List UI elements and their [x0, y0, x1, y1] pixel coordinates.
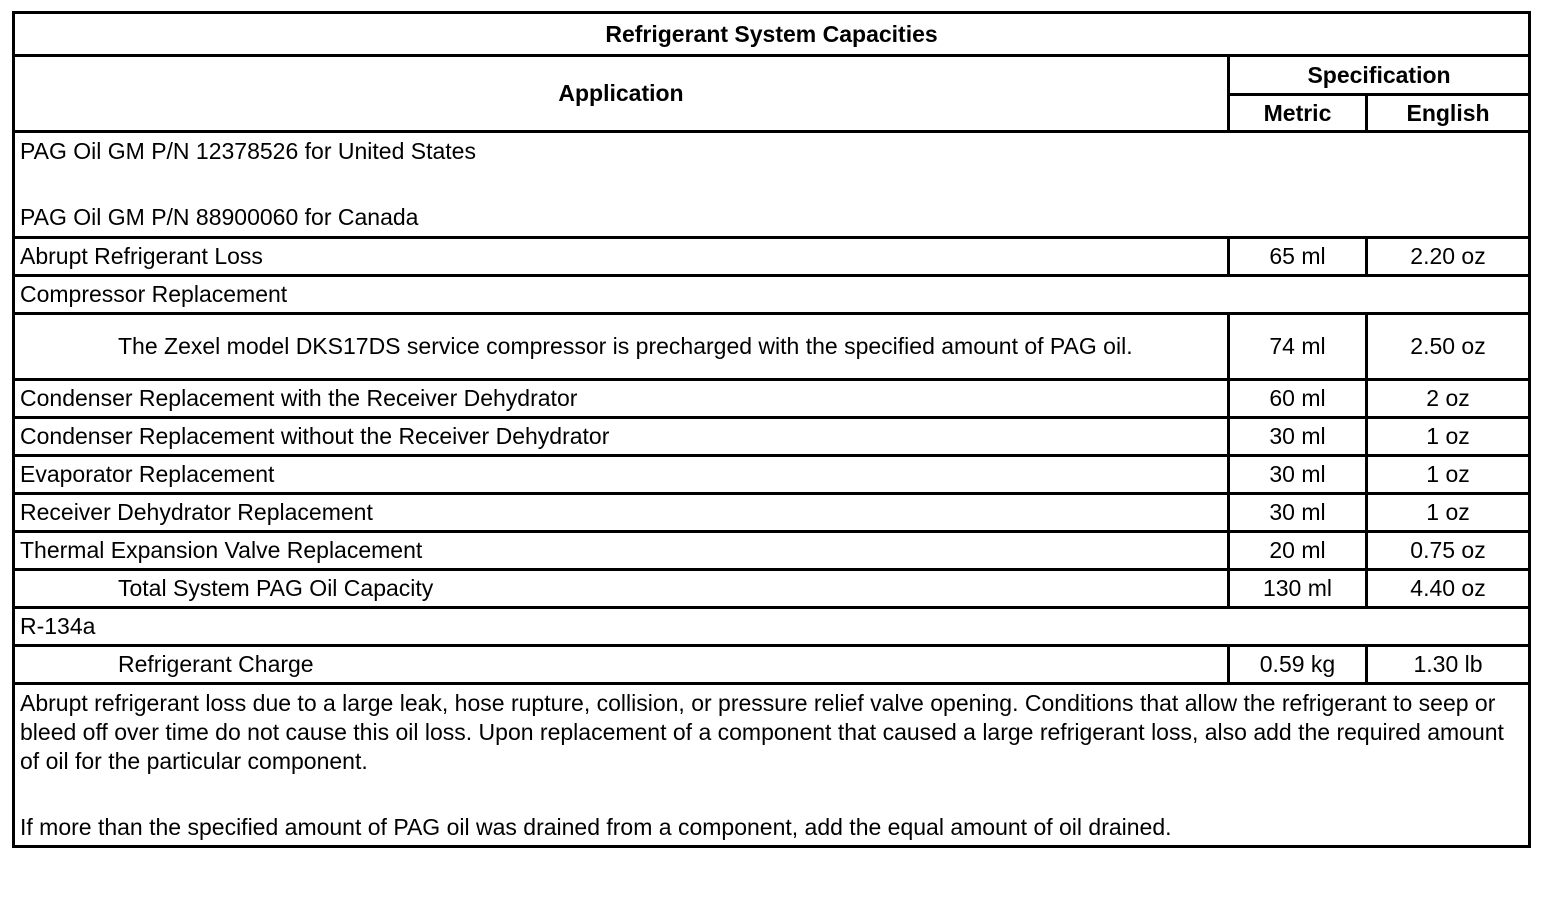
metric-header: Metric — [1229, 95, 1367, 132]
header-row — [14, 56, 1530, 95]
table-row-section — [14, 276, 1530, 314]
metric-cell: 65 ml — [1229, 238, 1367, 276]
section-cell: R-134a — [14, 608, 1530, 646]
table-row — [14, 456, 1530, 494]
english-cell: 1 oz — [1367, 494, 1530, 532]
capacities-table-frame — [12, 11, 1528, 848]
english-cell: 2.20 oz — [1367, 238, 1530, 276]
footnote-spacer — [20, 776, 1523, 813]
table-title: Refrigerant System Capacities — [14, 13, 1530, 56]
table-row-total — [14, 570, 1530, 608]
oil-note-canada: PAG Oil GM P/N 88900060 for Canada — [20, 204, 419, 230]
application-cell: Refrigerant Charge — [14, 646, 1229, 684]
metric-cell: 130 ml — [1229, 570, 1367, 608]
application-cell: Thermal Expansion Valve Replacement — [14, 532, 1229, 570]
table-row — [14, 314, 1530, 380]
english-cell: 1 oz — [1367, 418, 1530, 456]
oil-note-us: PAG Oil GM P/N 12378526 for United States — [20, 138, 476, 164]
table-row-section — [14, 608, 1530, 646]
table-row — [14, 532, 1530, 570]
table-row — [14, 646, 1530, 684]
application-cell: Abrupt Refrigerant Loss — [14, 238, 1229, 276]
metric-cell: 74 ml — [1229, 314, 1367, 380]
application-cell: Condenser Replacement without the Receiver Dehydrator — [14, 418, 1229, 456]
metric-cell: 30 ml — [1229, 456, 1367, 494]
footnote-abrupt-loss: Abrupt refrigerant loss due to a large leak, hose rupture, collision, or pressure relief valve opening. Conditions that allow the refrigerant to seep or bleed off over time do not cause this oil loss. Upon replacement of a component that caused a large refrigerant loss, also add the required amount of oil for the particular component. — [20, 689, 1504, 774]
footnote-cell — [14, 684, 1530, 847]
oil-type-cell — [14, 132, 1530, 238]
footnote-drained-oil: If more than the specified amount of PAG oil was drained from a component, add the equal amount of oil drained. — [20, 813, 1172, 840]
oil-type-row — [14, 132, 1530, 238]
metric-cell: 30 ml — [1229, 494, 1367, 532]
section-cell: Compressor Replacement — [14, 276, 1530, 314]
english-cell: 1 oz — [1367, 456, 1530, 494]
application-cell: The Zexel model DKS17DS service compressor is precharged with the specified amount of PAG oil. — [14, 314, 1229, 380]
english-header: English — [1367, 95, 1530, 132]
oil-note-spacer — [20, 166, 1523, 203]
english-cell: 4.40 oz — [1367, 570, 1530, 608]
application-header: Application — [14, 56, 1229, 132]
refrigerant-capacities-table — [12, 11, 1531, 848]
metric-cell: 60 ml — [1229, 380, 1367, 418]
english-cell: 2.50 oz — [1367, 314, 1530, 380]
metric-cell: 20 ml — [1229, 532, 1367, 570]
metric-cell: 30 ml — [1229, 418, 1367, 456]
table-row — [14, 238, 1530, 276]
table-row — [14, 380, 1530, 418]
application-cell: Receiver Dehydrator Replacement — [14, 494, 1229, 532]
application-cell: Total System PAG Oil Capacity — [14, 570, 1229, 608]
metric-cell: 0.59 kg — [1229, 646, 1367, 684]
footnote-row — [14, 684, 1530, 847]
table-row — [14, 418, 1530, 456]
english-cell: 1.30 lb — [1367, 646, 1530, 684]
application-cell: Condenser Replacement with the Receiver Dehydrator — [14, 380, 1229, 418]
table-row — [14, 494, 1530, 532]
title-row — [14, 13, 1530, 56]
specification-header: Specification — [1229, 56, 1530, 95]
english-cell: 0.75 oz — [1367, 532, 1530, 570]
english-cell: 2 oz — [1367, 380, 1530, 418]
application-cell: Evaporator Replacement — [14, 456, 1229, 494]
